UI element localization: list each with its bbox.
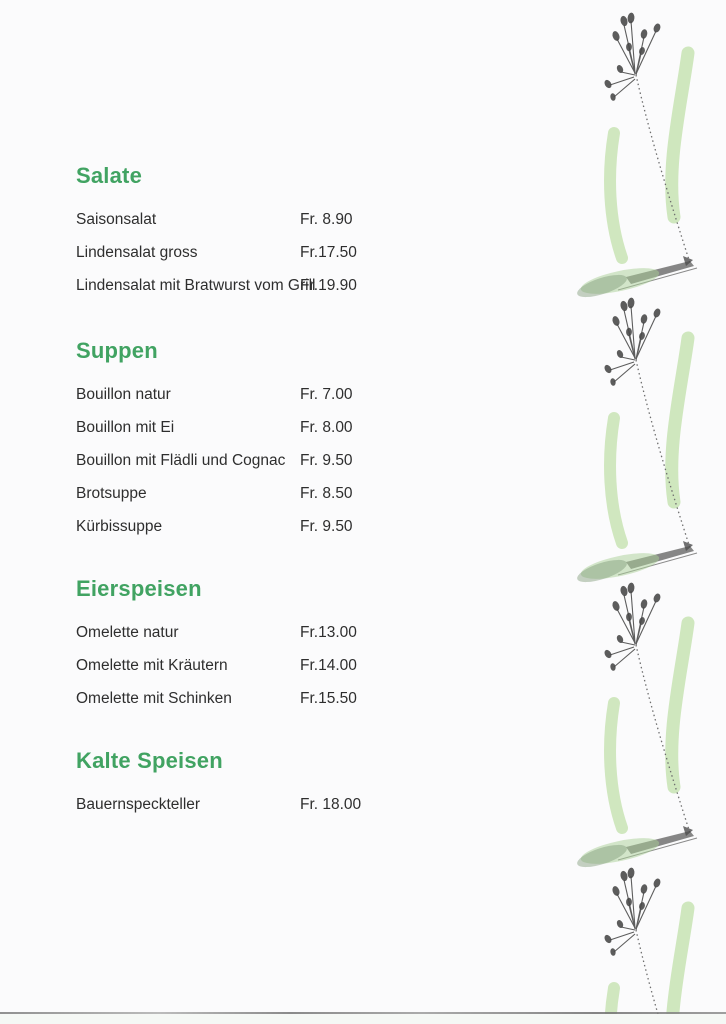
menu-item-row (76, 444, 396, 477)
menu-section-eierspeisen (76, 576, 396, 715)
menu-section-suppen (76, 338, 396, 543)
menu-item-row (76, 378, 396, 411)
menu-item-row (76, 269, 396, 302)
section-title: Kalte Speisen (76, 748, 223, 773)
item-price: Fr. 8.50 (300, 484, 353, 502)
item-price: Fr.13.00 (300, 623, 357, 641)
item-price: Fr. 8.00 (300, 418, 353, 436)
menu-item-row (76, 788, 396, 821)
item-name: Omelette natur (76, 623, 179, 641)
item-name: Omelette mit Schinken (76, 689, 232, 707)
menu-item-row (76, 510, 396, 543)
item-name: Lindensalat gross (76, 243, 198, 261)
menu-item-row (76, 616, 396, 649)
item-price: Fr. 9.50 (300, 517, 353, 535)
menu-section-kalte-speisen (76, 748, 396, 821)
menu-item-row (76, 682, 396, 715)
item-price: Fr.14.00 (300, 656, 357, 674)
menu-item-row (76, 477, 396, 510)
item-price: Fr.17.50 (300, 243, 357, 261)
item-price: Fr. 18.00 (300, 795, 362, 813)
item-name: Brotsuppe (76, 484, 147, 502)
item-name: Saisonsalat (76, 210, 157, 228)
item-price: Fr.19.90 (300, 276, 357, 294)
section-title: Eierspeisen (76, 576, 202, 601)
item-price: Fr. 7.00 (300, 385, 353, 403)
item-name: Kürbissuppe (76, 517, 163, 535)
section-title: Salate (76, 163, 143, 188)
item-name: Bouillon mit Flädli und Cognac (76, 451, 286, 469)
menu-item-row (76, 203, 396, 236)
item-name: Bauernspeckteller (76, 795, 201, 813)
item-price: Fr.15.50 (300, 689, 357, 707)
menu-item-row (76, 236, 396, 269)
menu-section-salate (76, 163, 396, 302)
item-price: Fr. 8.90 (300, 210, 353, 228)
item-price: Fr. 9.50 (300, 451, 353, 469)
item-name: Lindensalat mit Bratwurst vom Grill (76, 276, 316, 294)
scan-page-edge (0, 1014, 726, 1024)
item-name: Bouillon natur (76, 385, 171, 403)
plant-watercolor-illustration (560, 0, 726, 1024)
menu-item-row (76, 649, 396, 682)
item-name: Omelette mit Kräutern (76, 656, 228, 674)
item-name: Bouillon mit Ei (76, 418, 175, 436)
section-title: Suppen (76, 338, 158, 363)
menu-item-row (76, 411, 396, 444)
